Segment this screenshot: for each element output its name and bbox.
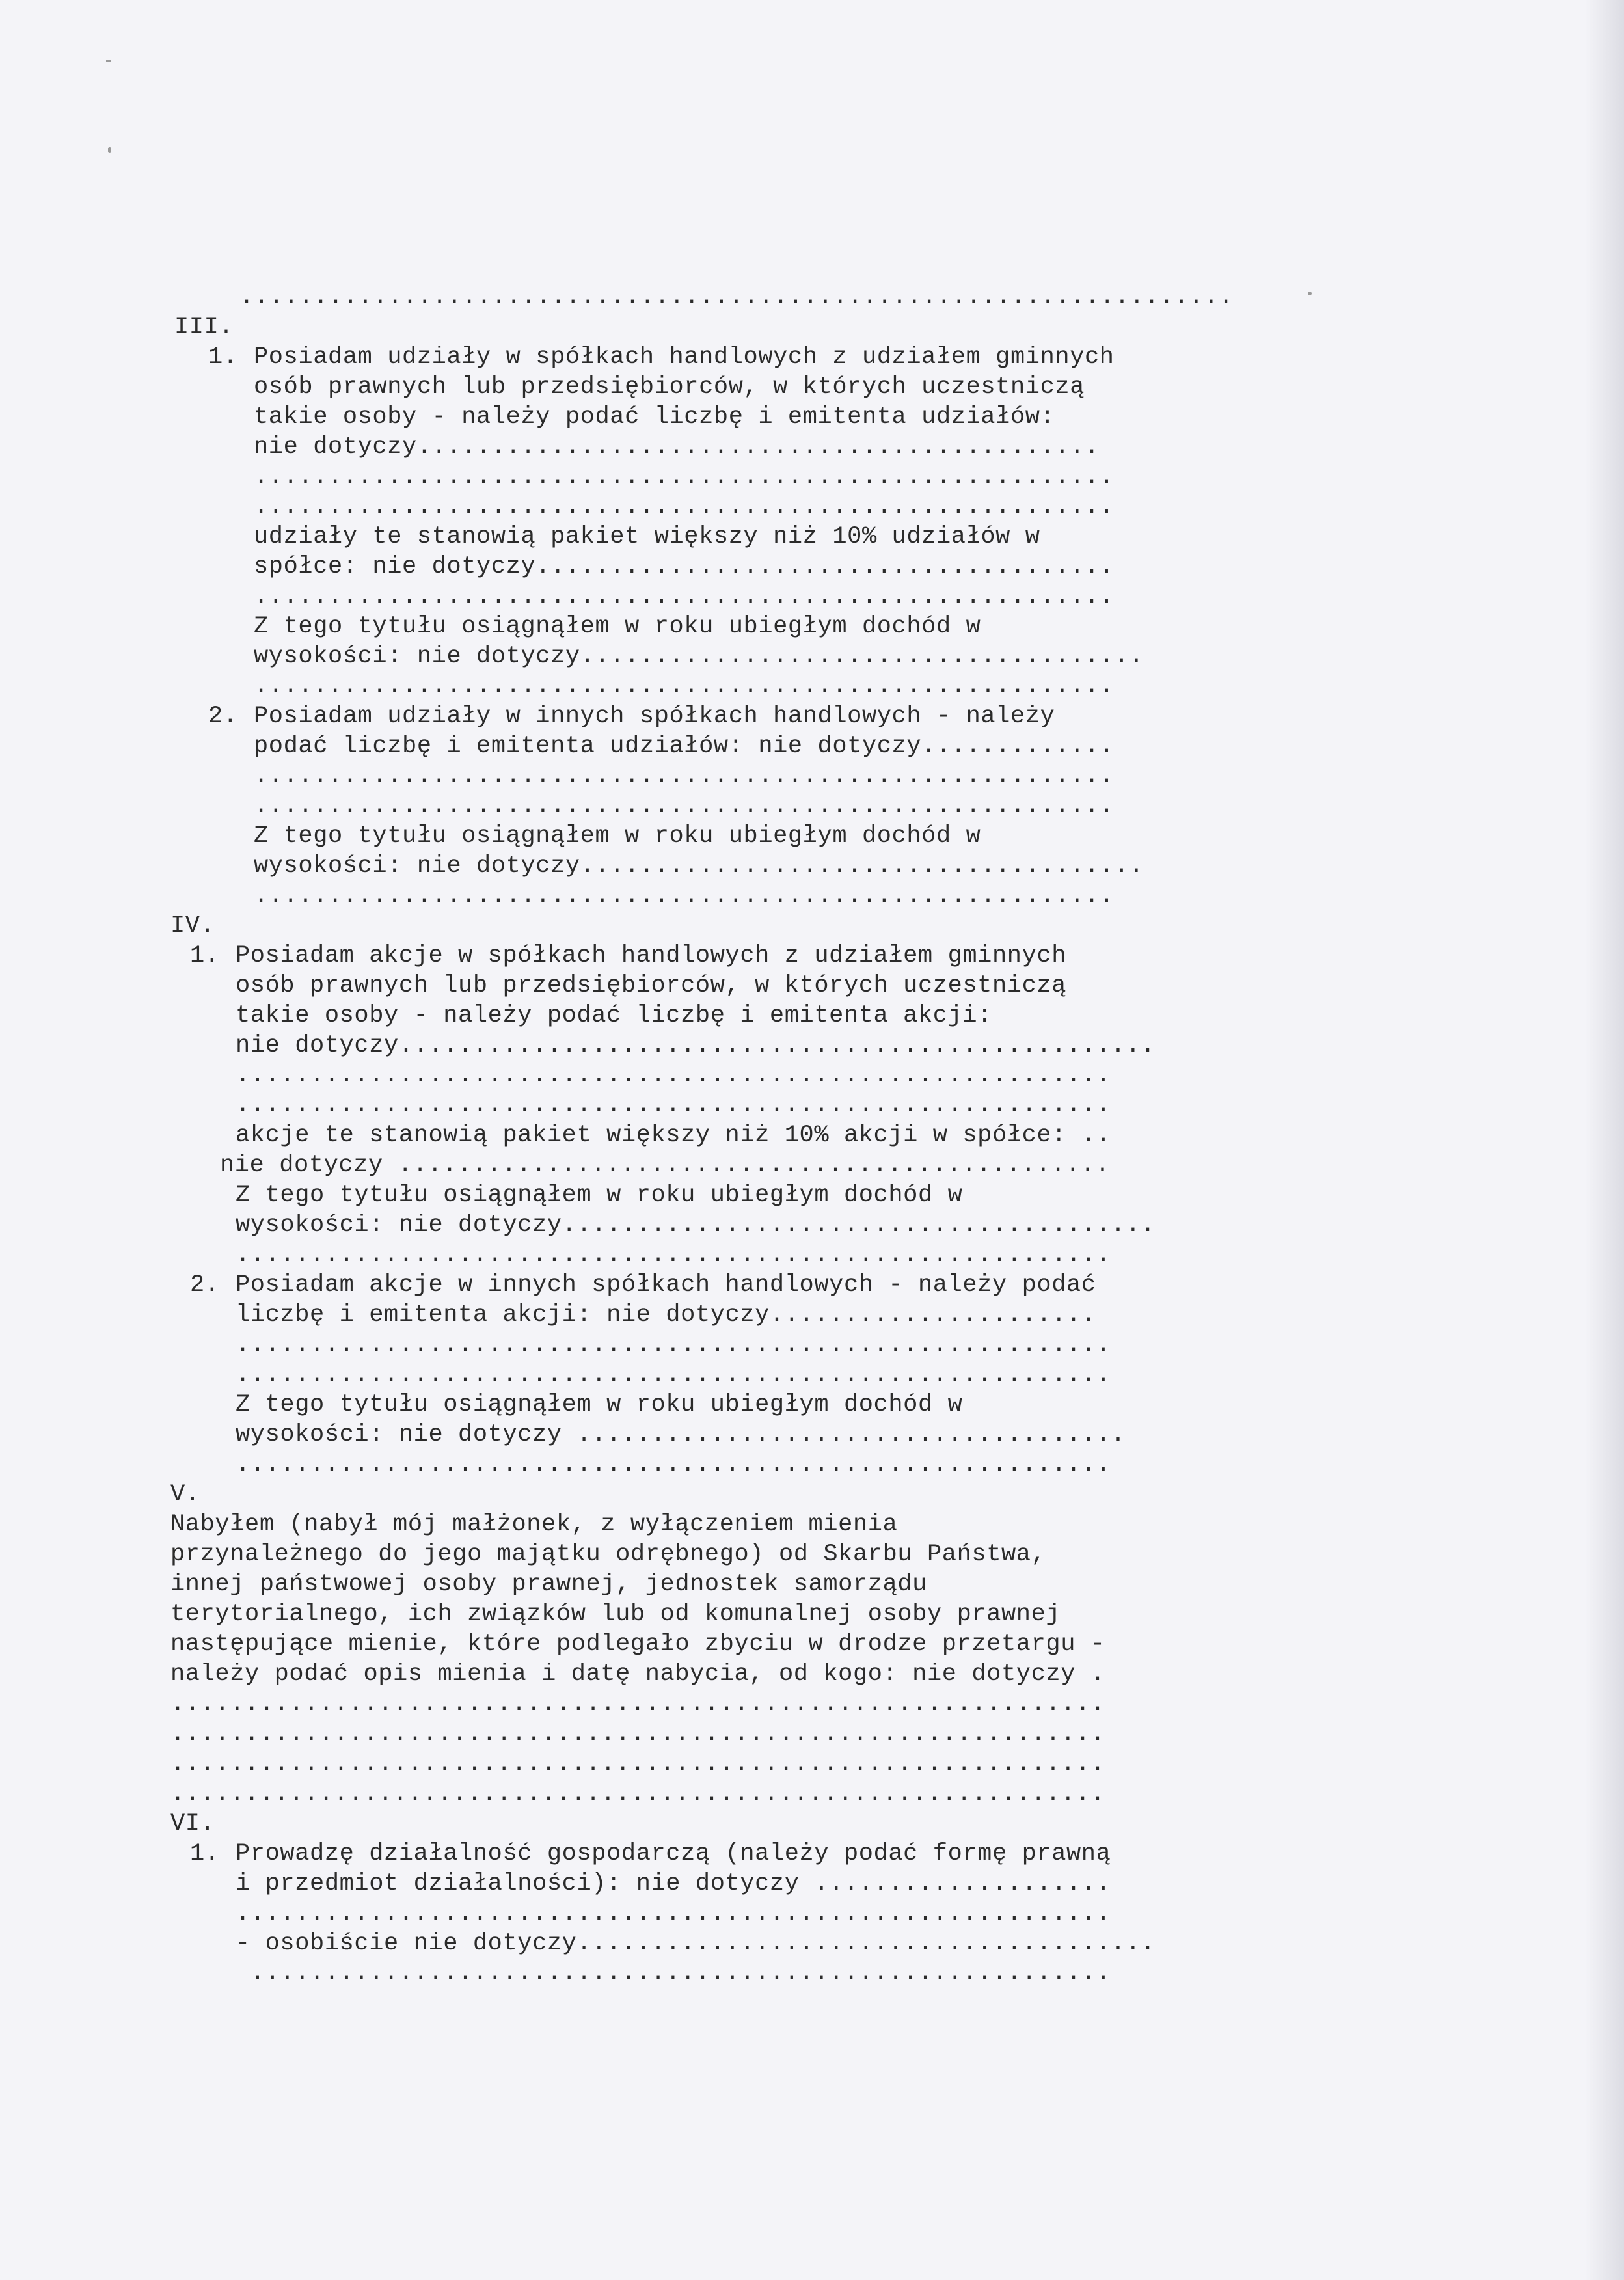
dotted-line: ...........................................................	[236, 1092, 1111, 1119]
dotted-line: ...........................................................	[236, 1062, 1111, 1089]
text-line: akcje te stanowią pakiet większy niż 10% akcji w spółce: ..	[236, 1122, 1111, 1149]
text-line: Posiadam udziały w innych spółkach handlowych - należy	[254, 703, 1055, 730]
text-line: Posiadam akcje w spółkach handlowych z udziałem gminnych	[236, 942, 1067, 970]
item-number: 2.	[208, 703, 238, 730]
dotted-line: ...............................................................	[170, 1720, 1105, 1748]
text-line: liczbę i emitenta akcji: nie dotyczy......................	[236, 1301, 1096, 1329]
text-line: Z tego tytułu osiągnąłem w roku ubiegłym dochód w	[236, 1391, 963, 1418]
text-line: takie osoby - należy podać liczbę i emitenta akcji:	[236, 1002, 992, 1029]
text-line: osób prawnych lub przedsiębiorców, w których uczestniczą	[236, 972, 1067, 999]
text-line: wysokości: nie dotyczy........................................	[236, 1212, 1156, 1239]
dotted-line: ..........................................................	[236, 1960, 1111, 1987]
text-line: nie dotyczy ................................................	[220, 1152, 1111, 1179]
text-line: wysokości: nie dotyczy......................................	[254, 852, 1144, 880]
text-line: takie osoby - należy podać liczbę i emitenta udziałów:	[254, 403, 1055, 431]
text-line: podać liczbę i emitenta udziałów: nie dotyczy.............	[254, 733, 1115, 760]
dotted-line: ..........................................................	[254, 463, 1115, 491]
dotted-line: ..........................................................	[254, 882, 1115, 910]
text-line: Z tego tytułu osiągnąłem w roku ubiegłym dochód w	[254, 613, 981, 640]
page-edge-shadow	[1585, 0, 1624, 2280]
text-line: Prowadzę działalność gospodarczą (należy podać formę prawną	[236, 1840, 1111, 1867]
item-number: 1.	[190, 1840, 220, 1867]
dotted-line: ..........................................................	[254, 793, 1115, 820]
text-line: i przedmiot działalności): nie dotyczy ....................	[236, 1870, 1111, 1897]
text-line: osób prawnych lub przedsiębiorców, w których uczestniczą	[254, 373, 1085, 401]
dotted-line: ..........................................................	[254, 673, 1115, 700]
item-number: 1.	[190, 942, 220, 970]
text-line: Posiadam akcje w innych spółkach handlowych - należy podać	[236, 1271, 1096, 1299]
text-line: wysokości: nie dotyczy......................................	[254, 643, 1144, 670]
text-line: innej państwowej osoby prawnej, jednostek samorządu	[170, 1571, 927, 1598]
section-heading: IV.	[170, 912, 215, 940]
dotted-line: ...........................................................	[236, 1331, 1111, 1359]
text-line: Z tego tytułu osiągnąłem w roku ubiegłym dochód w	[236, 1182, 963, 1209]
dotted-line: ...........................................................	[236, 1242, 1111, 1269]
dotted-line: ...................................................................	[239, 284, 1234, 311]
dotted-line: ...............................................................	[170, 1750, 1105, 1778]
text-line: następujące mienie, które podlegało zbyciu w drodze przetargu -	[170, 1631, 1105, 1658]
text-line: spółce: nie dotyczy.......................................	[254, 553, 1115, 580]
text-line: przynależnego do jego majątku odrębnego) od Skarbu Państwa,	[170, 1541, 1046, 1568]
text-line: Z tego tytułu osiągnąłem w roku ubiegłym dochód w	[254, 822, 981, 850]
text-line: - osobiście nie dotyczy.......................................	[236, 1930, 1156, 1957]
section-heading: III.	[174, 314, 234, 341]
section-heading: V.	[170, 1481, 200, 1508]
text-line: terytorialnego, ich związków lub od komunalnej osoby prawnej	[170, 1601, 1061, 1628]
dotted-line: ...............................................................	[170, 1690, 1105, 1718]
text-line: nie dotyczy...................................................	[236, 1032, 1156, 1059]
text-line: wysokości: nie dotyczy .....................................	[236, 1421, 1126, 1448]
text-line: Nabyłem (nabył mój małżonek, z wyłączeniem mienia	[170, 1511, 898, 1538]
item-number: 2.	[190, 1271, 220, 1299]
dotted-line: ...........................................................	[236, 1900, 1111, 1927]
text-line: Posiadam udziały w spółkach handlowych z udziałem gminnych	[254, 344, 1115, 371]
text-line: należy podać opis mienia i datę nabycia, od kogo: nie dotyczy .	[170, 1661, 1105, 1688]
dotted-line: ...........................................................	[236, 1361, 1111, 1389]
dotted-line: ...........................................................	[236, 1451, 1111, 1478]
dotted-line: ..........................................................	[254, 493, 1115, 521]
section-heading: VI.	[170, 1810, 215, 1838]
text-line: udziały te stanowią pakiet większy niż 10% udziałów w	[254, 523, 1040, 550]
scan-speck	[106, 60, 111, 62]
scan-speck	[1308, 292, 1312, 295]
dotted-line: ...............................................................	[170, 1780, 1105, 1808]
text-line: nie dotyczy..............................................	[254, 433, 1100, 461]
dotted-line: ..........................................................	[254, 583, 1115, 610]
dotted-line: ..........................................................	[254, 763, 1115, 790]
item-number: 1.	[208, 344, 238, 371]
scan-speck	[108, 147, 111, 153]
